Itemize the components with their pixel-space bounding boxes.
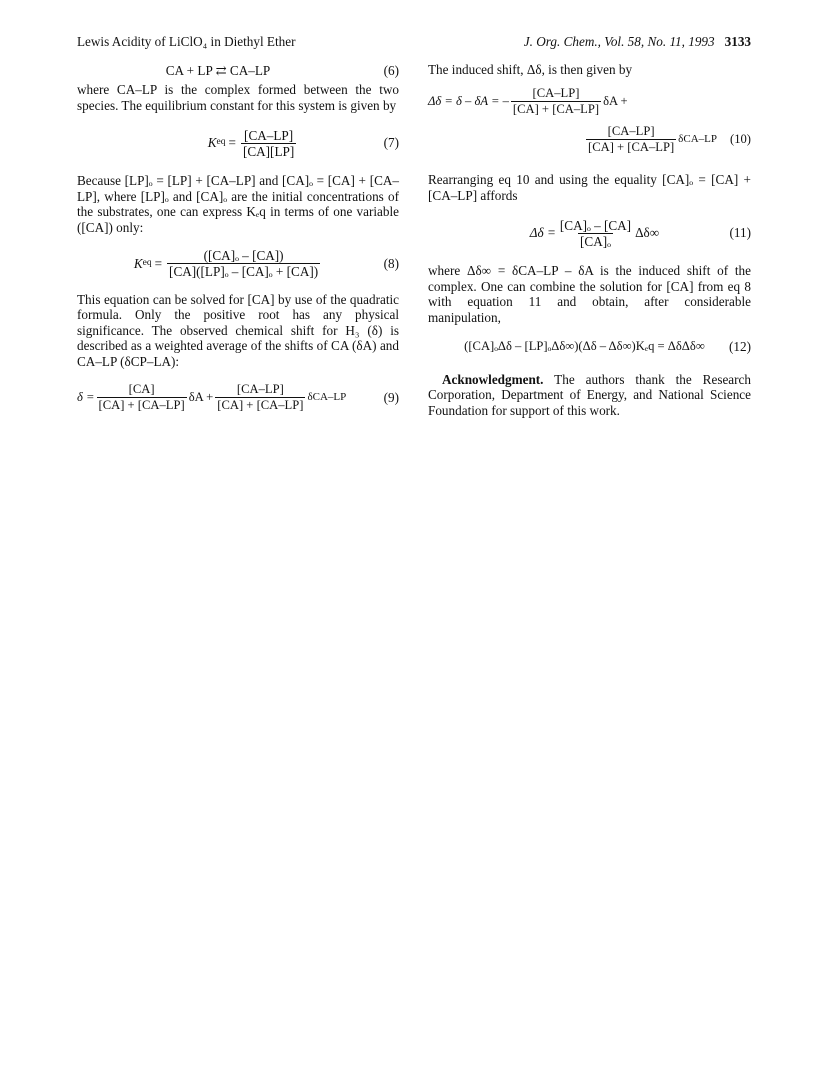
- equation-10: Δδ = δ – δA = – $\frac{[CA-LP]}{[CA] + [CA-LP]}$ δA + $\frac{[CA-LP]}{[CA] + [CA-LP]}$ δCA–LP (10): [428, 86, 751, 154]
- page-number: 3133: [724, 34, 751, 49]
- equation-8: K eq = $\frac{\text{([CA]ₒ – [CA])}}{\text{[CA]([LP]ₒ – [CA]ₒ + [CA])}}$ (8): [133, 248, 399, 280]
- paragraph: where CA–LP is the complex formed between the two species. The equilibrium constant for this system is given by: [77, 82, 399, 113]
- paragraph: Because [LP]ₒ = [LP] + [CA–LP] and [CA]ₒ = [CA] + [CA–LP], where [LP]ₒ and [CA]ₒ are the initial concentrations of the substrates, one can express Kₑq in terms of one variable ([CA]) only:: [77, 173, 399, 235]
- equation-number: (10): [730, 132, 751, 146]
- equation-9: δ = $\frac{[CA]}{[CA] + [CA-LP]}$ δA + $\frac{[CA-LP]}{[CA] + [CA-LP]}$ δCA–LP (9): [77, 382, 399, 413]
- equation-number: (9): [383, 389, 399, 405]
- equation-7: K eq = $\frac{[CA-LP]}{[CA][LP]}$ (7): [207, 127, 399, 159]
- fraction: $\frac{\text{[CA]ₒ – [CA]}}{\text{[CA]ₒ}}$: [559, 217, 632, 249]
- paragraph: The induced shift, Δδ, is then given by: [428, 62, 633, 77]
- equation-6: CA + LP ⇄ CA–LP (6): [165, 63, 399, 79]
- left-column: [77, 62, 399, 420]
- fraction: $\frac{\text{([CA]ₒ – [CA])}}{\text{[CA]([LP]ₒ – [CA]ₒ + [CA])}}$: [169, 248, 319, 280]
- equation-number: (12): [729, 338, 751, 354]
- fraction: $\frac{[CA-LP]}{[CA][LP]}$: [242, 127, 295, 159]
- equation-number: (7): [383, 135, 399, 151]
- journal-citation: J. Org. Chem., Vol. 58, No. 11, 1993 3133: [523, 34, 751, 49]
- acknowledgment: Acknowledgment. The authors thank the Research Corporation, Department of Energy, and National Science Foundation for support of this work.: [428, 371, 751, 418]
- running-header: [77, 34, 751, 52]
- equation-11: Δδ = $\frac{\text{[CA]ₒ – [CA]}}{\text{[CA]ₒ}}$ Δδ∞ (11): [529, 217, 751, 249]
- equation-number: (8): [383, 255, 399, 271]
- paragraph: This equation can be solved for [CA] by use of the quadratic formula. Only the positive root has any physical significance. The observed chemical shift for H₃ (δ) is described as a weighted average of the shifts of CA (δA) and CA–LP (δCP–LA):: [77, 291, 399, 369]
- fraction: $\frac{[CA]}{[CA] + [CA-LP]}$: [98, 382, 185, 413]
- fraction: $\frac{[CA-LP]}{[CA] + [CA-LP]}$: [512, 86, 600, 116]
- paragraph: Rearranging eq 10 and using the equality [CA]ₒ = [CA] + [CA–LP] affords: [428, 172, 751, 203]
- right-column: [428, 62, 751, 418]
- equation-number: (6): [383, 63, 399, 79]
- paragraph: where Δδ∞ = δCA–LP – δA is the induced shift of the complex. One can combine the solution for [CA] from eq 8 with equation 11 and obtain, after considerable manipulation,: [428, 263, 751, 325]
- fraction: $\frac{[CA-LP]}{[CA] + [CA-LP]}$: [217, 382, 304, 413]
- equation-12: ([CA]ₒΔδ – [LP]ₒΔδ∞)(Δδ – Δδ∞)Kₑq = ΔδΔδ∞ (12): [464, 338, 751, 354]
- fraction: $\frac{[CA-LP]}{[CA] + [CA-LP]}$: [588, 124, 675, 154]
- equation-number: (11): [729, 225, 751, 241]
- running-title: Lewis Acidity of LiClO₄ in Diethyl Ether: [77, 34, 296, 49]
- acknowledgment-title: Acknowledgment.: [442, 371, 544, 387]
